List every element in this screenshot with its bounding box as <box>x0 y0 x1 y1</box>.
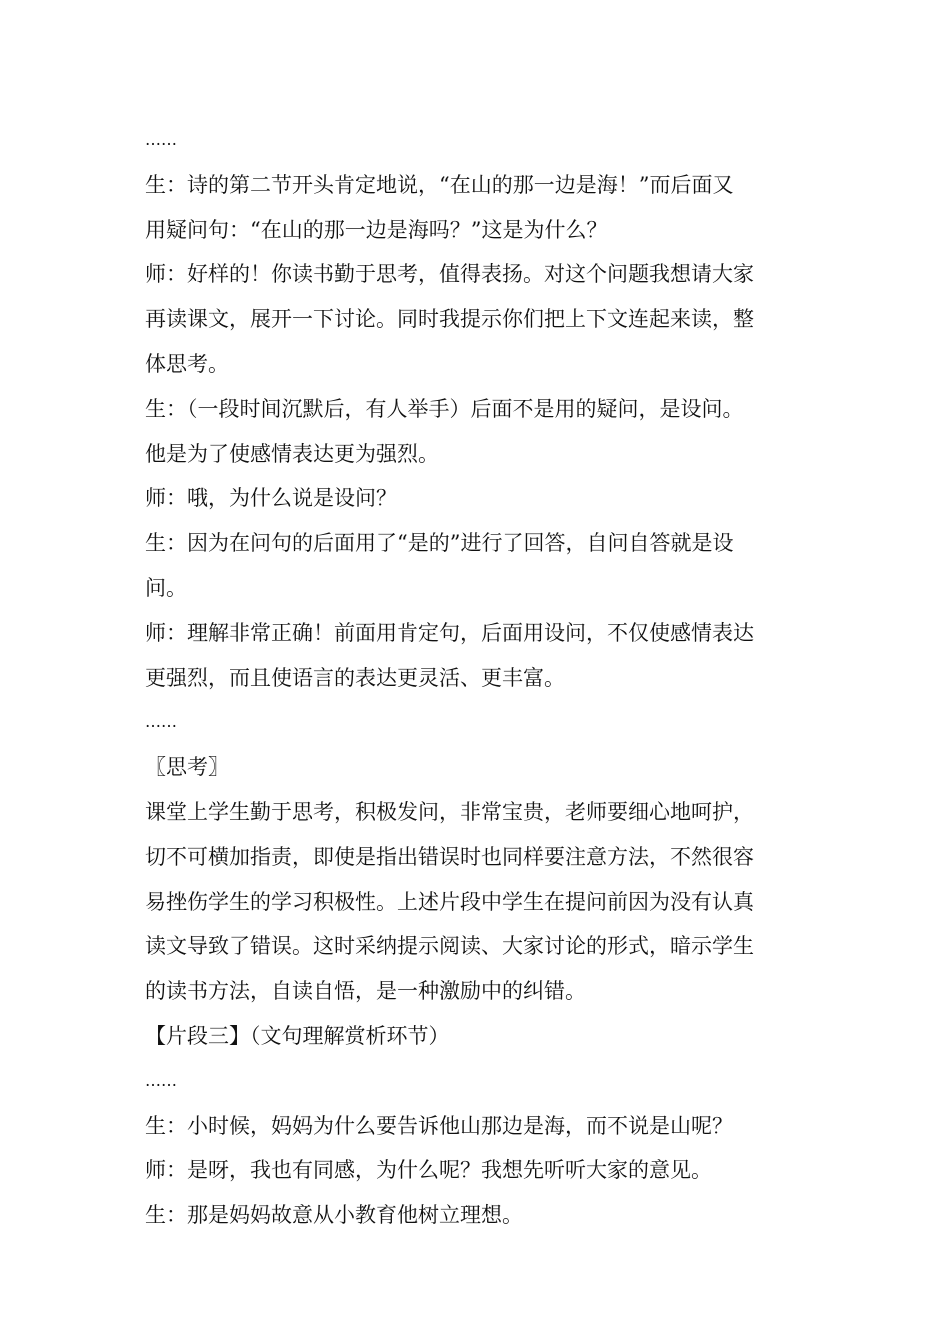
paragraph-line: 易挫伤学生的学习积极性。上述片段中学生在提问前因为没有认真 <box>145 889 754 914</box>
paragraph-line: 读文导致了错误。这时采纳提示阅读、大家讨论的形式，暗示学生 <box>145 934 754 959</box>
dialogue-line: 体思考。 <box>145 351 229 376</box>
paragraph-line: 课堂上学生勤于思考，积极发问，非常宝贵，老师要细心地呵护， <box>145 799 754 824</box>
dialogue-line: 生：因为在问句的后面用了“是的”进行了回答，自问自答就是设 <box>145 531 734 556</box>
dialogue-line: 师：理解非常正确！前面用肯定句，后面用设问，不仅使感情表达 <box>145 620 754 645</box>
section-heading-segment-three: 【片段三】（文句理解赏析环节） <box>145 1023 450 1048</box>
paragraph-line: 切不可横加指责，即使是指出错误时也同样要注意方法，不然很容 <box>145 844 754 869</box>
dialogue-line: 生：小时候，妈妈为什么要告诉他山那边是海，而不说是山呢？ <box>145 1113 733 1138</box>
dialogue-line: 师：好样的！你读书勤于思考，值得表扬。对这个问题我想请大家 <box>145 262 754 287</box>
dialogue-line: 用疑问句：“在山的那一边是海吗？”这是为什么？ <box>145 217 608 242</box>
ellipsis-line: …… <box>145 712 177 732</box>
dialogue-line: 生：诗的第二节开头肯定地说，“在山的那一边是海！”而后面又 <box>145 172 734 197</box>
paragraph-line: 的读书方法，自读自悟，是一种激励中的纠错。 <box>145 979 586 1004</box>
section-heading-thinking: 〖思考〗 <box>145 755 229 780</box>
dialogue-line: 再读课文，展开一下讨论。同时我提示你们把上下文连起来读，整 <box>145 307 754 332</box>
ellipsis-line: …… <box>145 130 177 149</box>
ellipsis-line: …… <box>145 1070 177 1090</box>
dialogue-line: 师：是呀，我也有同感，为什么呢？我想先听听大家的意见。 <box>145 1158 712 1183</box>
dialogue-line: 师：哦，为什么说是设问？ <box>145 486 397 511</box>
dialogue-line: 生：（一段时间沉默后，有人举手）后面不是用的疑问，是设问。 <box>145 396 744 421</box>
document-body <box>145 118 810 1238</box>
dialogue-line: 他是为了使感情表达更为强烈。 <box>145 441 439 466</box>
dialogue-line: 更强烈，而且使语言的表达更灵活、更丰富。 <box>145 665 565 690</box>
dialogue-line: 问。 <box>145 575 187 600</box>
dialogue-line: 生：那是妈妈故意从小教育他树立理想。 <box>145 1203 523 1228</box>
